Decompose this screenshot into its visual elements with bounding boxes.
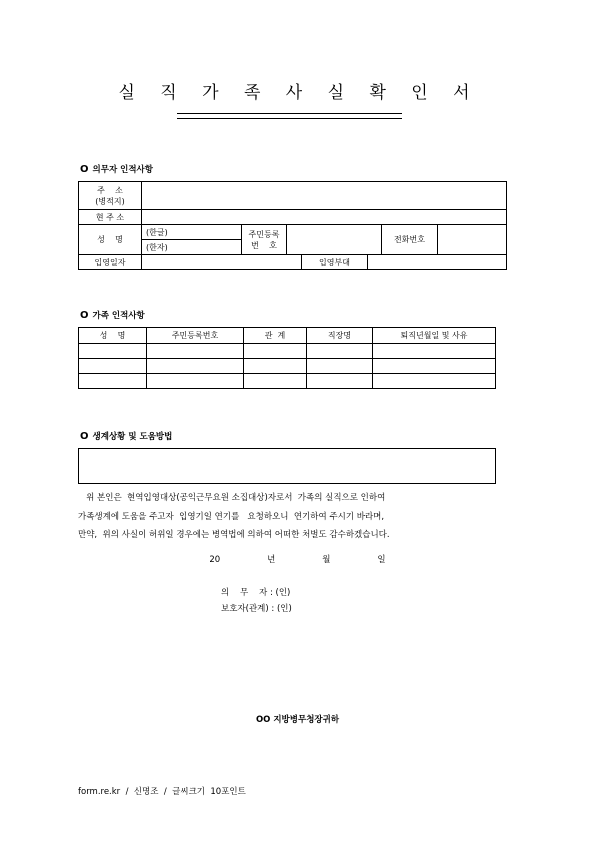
table-cell[interactable] [147,359,244,374]
table-cell[interactable] [79,344,147,359]
table-cell[interactable] [244,374,307,389]
enlist-unit-label: 입영부대 [302,255,368,270]
section-heading-family [80,309,145,321]
table-cell[interactable] [79,359,147,374]
date-line: 20 년 월 일 [209,555,386,565]
enlist-unit-field[interactable] [368,255,507,270]
statement-paragraph [78,489,498,545]
statement-line: 가족생계에 도움을 주고자 입영기일 연기를 요청하오니 연기하여 주시기 바라며, [78,511,385,522]
recipient-office: OO 지방병무청장귀하 [255,715,340,725]
enlist-date-label: 입영일자 [79,255,142,270]
enlist-date-field[interactable] [142,255,302,270]
livelihood-text-box[interactable] [78,448,496,484]
name-hanja-field[interactable]: (한자) [142,240,242,255]
section-marker: O [80,164,89,175]
table-row [79,344,496,359]
column-header-name: 성 명 [79,328,147,344]
address-label-cell [79,182,142,210]
table-row [79,374,496,389]
phone-label: 전화번호 [382,225,438,255]
table-row [79,359,496,374]
table-cell[interactable] [373,359,496,374]
column-header-resident-number: 주민등록번호 [147,328,244,344]
section-title: 생계상황 및 도움방법 [92,432,173,442]
table-cell[interactable] [147,374,244,389]
table-cell[interactable] [373,344,496,359]
address-field[interactable] [142,182,507,210]
title-double-underline [177,113,402,119]
section-marker: O [80,431,89,442]
address-sub-label: (병적지) [95,196,125,206]
section-heading-obligor [80,163,153,175]
table-cell[interactable] [147,344,244,359]
table-cell[interactable] [373,374,496,389]
name-label: 성 명 [79,225,142,255]
resident-number-label: 주민등록 [248,229,280,239]
section-title: 의무자 인적사항 [92,165,153,175]
table-cell[interactable] [79,374,147,389]
table-cell[interactable] [307,344,373,359]
column-header-relation: 관 계 [244,328,307,344]
section-title: 가족 인적사항 [92,311,145,321]
table-cell[interactable] [307,359,373,374]
table-cell[interactable] [307,374,373,389]
address-label: 주 소 [97,185,123,195]
resident-number-field[interactable] [287,225,382,255]
document-title: 실 직 가 족 사 실 확 인 서 [118,83,477,103]
name-hangul-field[interactable]: (한글) [142,225,242,240]
obligor-info-table [78,181,507,270]
footer-note: form.re.kr / 신명조 / 글씨크기 10포인트 [78,787,246,797]
table-cell[interactable] [244,359,307,374]
table-cell[interactable] [244,344,307,359]
family-info-table [78,327,496,389]
guardian-signature: 보호자(관계) : (인) [221,604,292,614]
section-heading-livelihood [80,430,172,442]
current-address-field[interactable] [142,210,507,225]
statement-line: 만약, 위의 사실이 허위일 경우에는 병역법에 의하여 어떠한 처벌도 감수하겠습니다. [78,530,390,540]
column-header-retirement: 퇴직년월일 및 사유 [373,328,496,344]
section-marker: O [80,310,89,321]
obligor-signature: 의 무 자 : (인) [221,588,291,598]
resident-number-sub-label: 번 호 [251,240,277,250]
phone-field[interactable] [438,225,507,255]
resident-number-label-cell [242,225,287,255]
current-address-label: 현 주 소 [79,210,142,225]
column-header-workplace: 직장명 [307,328,373,344]
statement-line: 위 본인은 현역입영대상(공익근무요원 소집대상)자로서 가족의 실직으로 인하여 [78,493,386,503]
